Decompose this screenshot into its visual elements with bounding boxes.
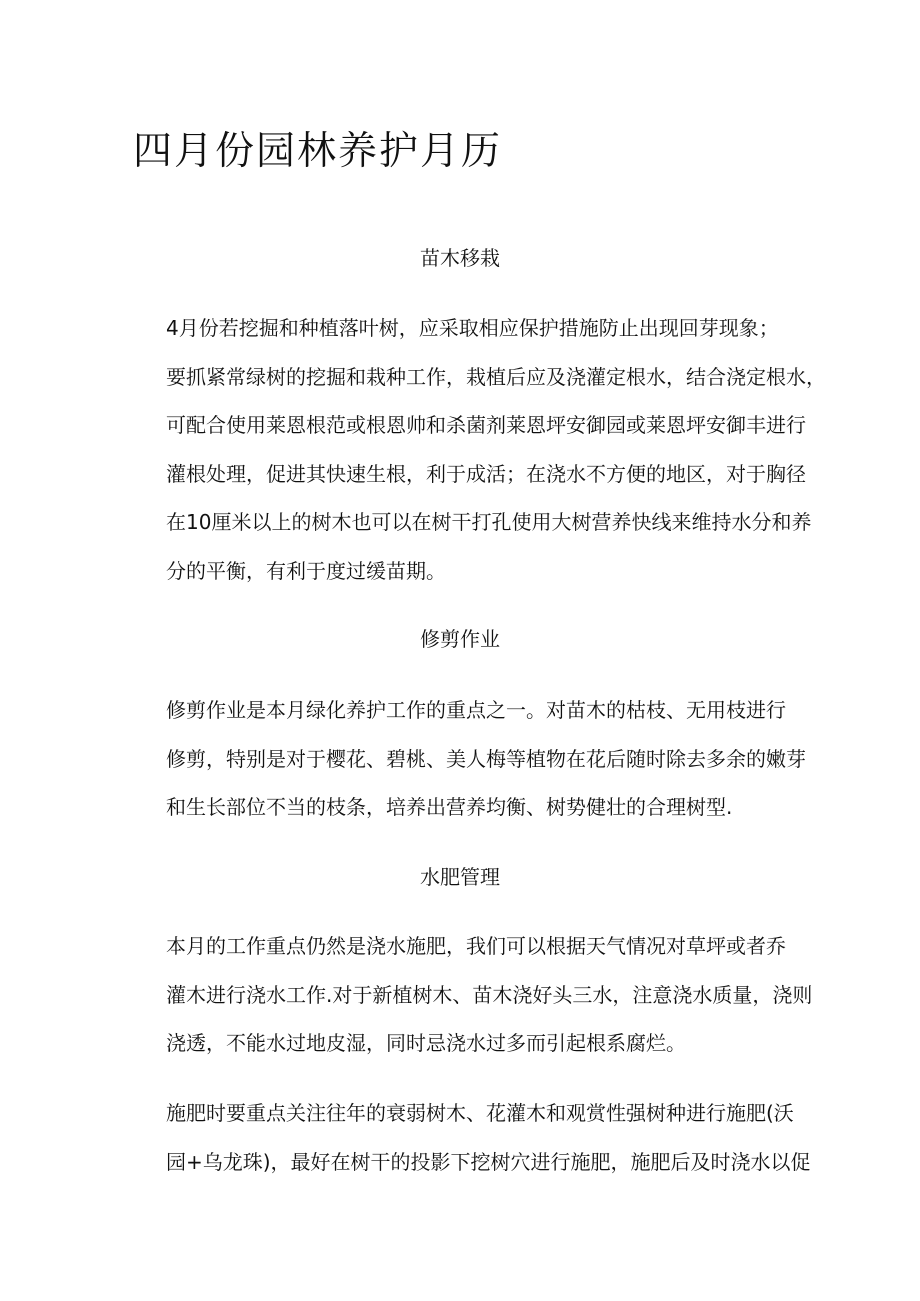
paragraph-line: 园+乌龙珠)，最好在树干的投影下挖树穴进行施肥，施肥后及时浇水以促 — [166, 1149, 811, 1174]
paragraph-fertilizing — [133, 1089, 811, 1186]
section-heading-pruning: 修剪作业 — [420, 627, 500, 651]
paragraph-line: 施肥时要重点关注往年的衰弱树木、花灌木和观赏性强树种进行施肥(沃 — [166, 1101, 794, 1125]
paragraph-pruning — [133, 686, 806, 832]
paragraph-line: 修剪，特别是对于樱花、碧桃、美人梅等植物在花后随时除去多余的嫩芽 — [166, 746, 806, 771]
paragraph-watering — [133, 922, 813, 1068]
paragraph-line: 可配合使用莱恩根范或根恩帅和杀菌剂莱恩坪安御园或莱恩坪安御丰进行 — [166, 413, 806, 437]
paragraph-transplanting — [133, 304, 826, 595]
paragraph-line: 在10厘米以上的树木也可以在树干打孔使用大树营养快线来维持水分和养 — [166, 510, 812, 534]
paragraph-line: 要抓紧常绿树的挖掘和栽种工作，栽植后应及浇灌定根水，结合浇定根水， — [166, 364, 826, 389]
paragraph-line: 灌木进行浇水工作.对于新植树木、苗木浇好头三水，注意浇水质量，浇则 — [166, 982, 813, 1007]
paragraph-line: 4月份若挖掘和种植落叶树，应采取相应保护措施防止出现回芽现象； — [166, 316, 779, 340]
paragraph-line: 修剪作业是本月绿化养护工作的重点之一。对苗木的枯枝、无用枝进行 — [166, 698, 786, 722]
section-heading-water-fertilizer: 水肥管理 — [420, 865, 500, 889]
paragraph-line: 灌根处理，促进其快速生根，利于成活；在浇水不方便的地区，对于胸径 — [166, 461, 806, 486]
document-title: 四月份园林养护月历 — [133, 129, 503, 174]
paragraph-line: 浇透，不能水过地皮湿，同时忌浇水过多而引起根系腐烂。 — [166, 1031, 686, 1055]
paragraph-line: 本月的工作重点仍然是浇水施肥，我们可以根据天气情况对草坪或者乔 — [166, 934, 786, 958]
paragraph-line: 分的平衡，有利于度过缓苗期。 — [166, 558, 446, 583]
section-heading-transplanting: 苗木移栽 — [420, 246, 500, 270]
paragraph-line: 和生长部位不当的枝条，培养出营养均衡、树势健壮的合理树型. — [166, 795, 733, 819]
